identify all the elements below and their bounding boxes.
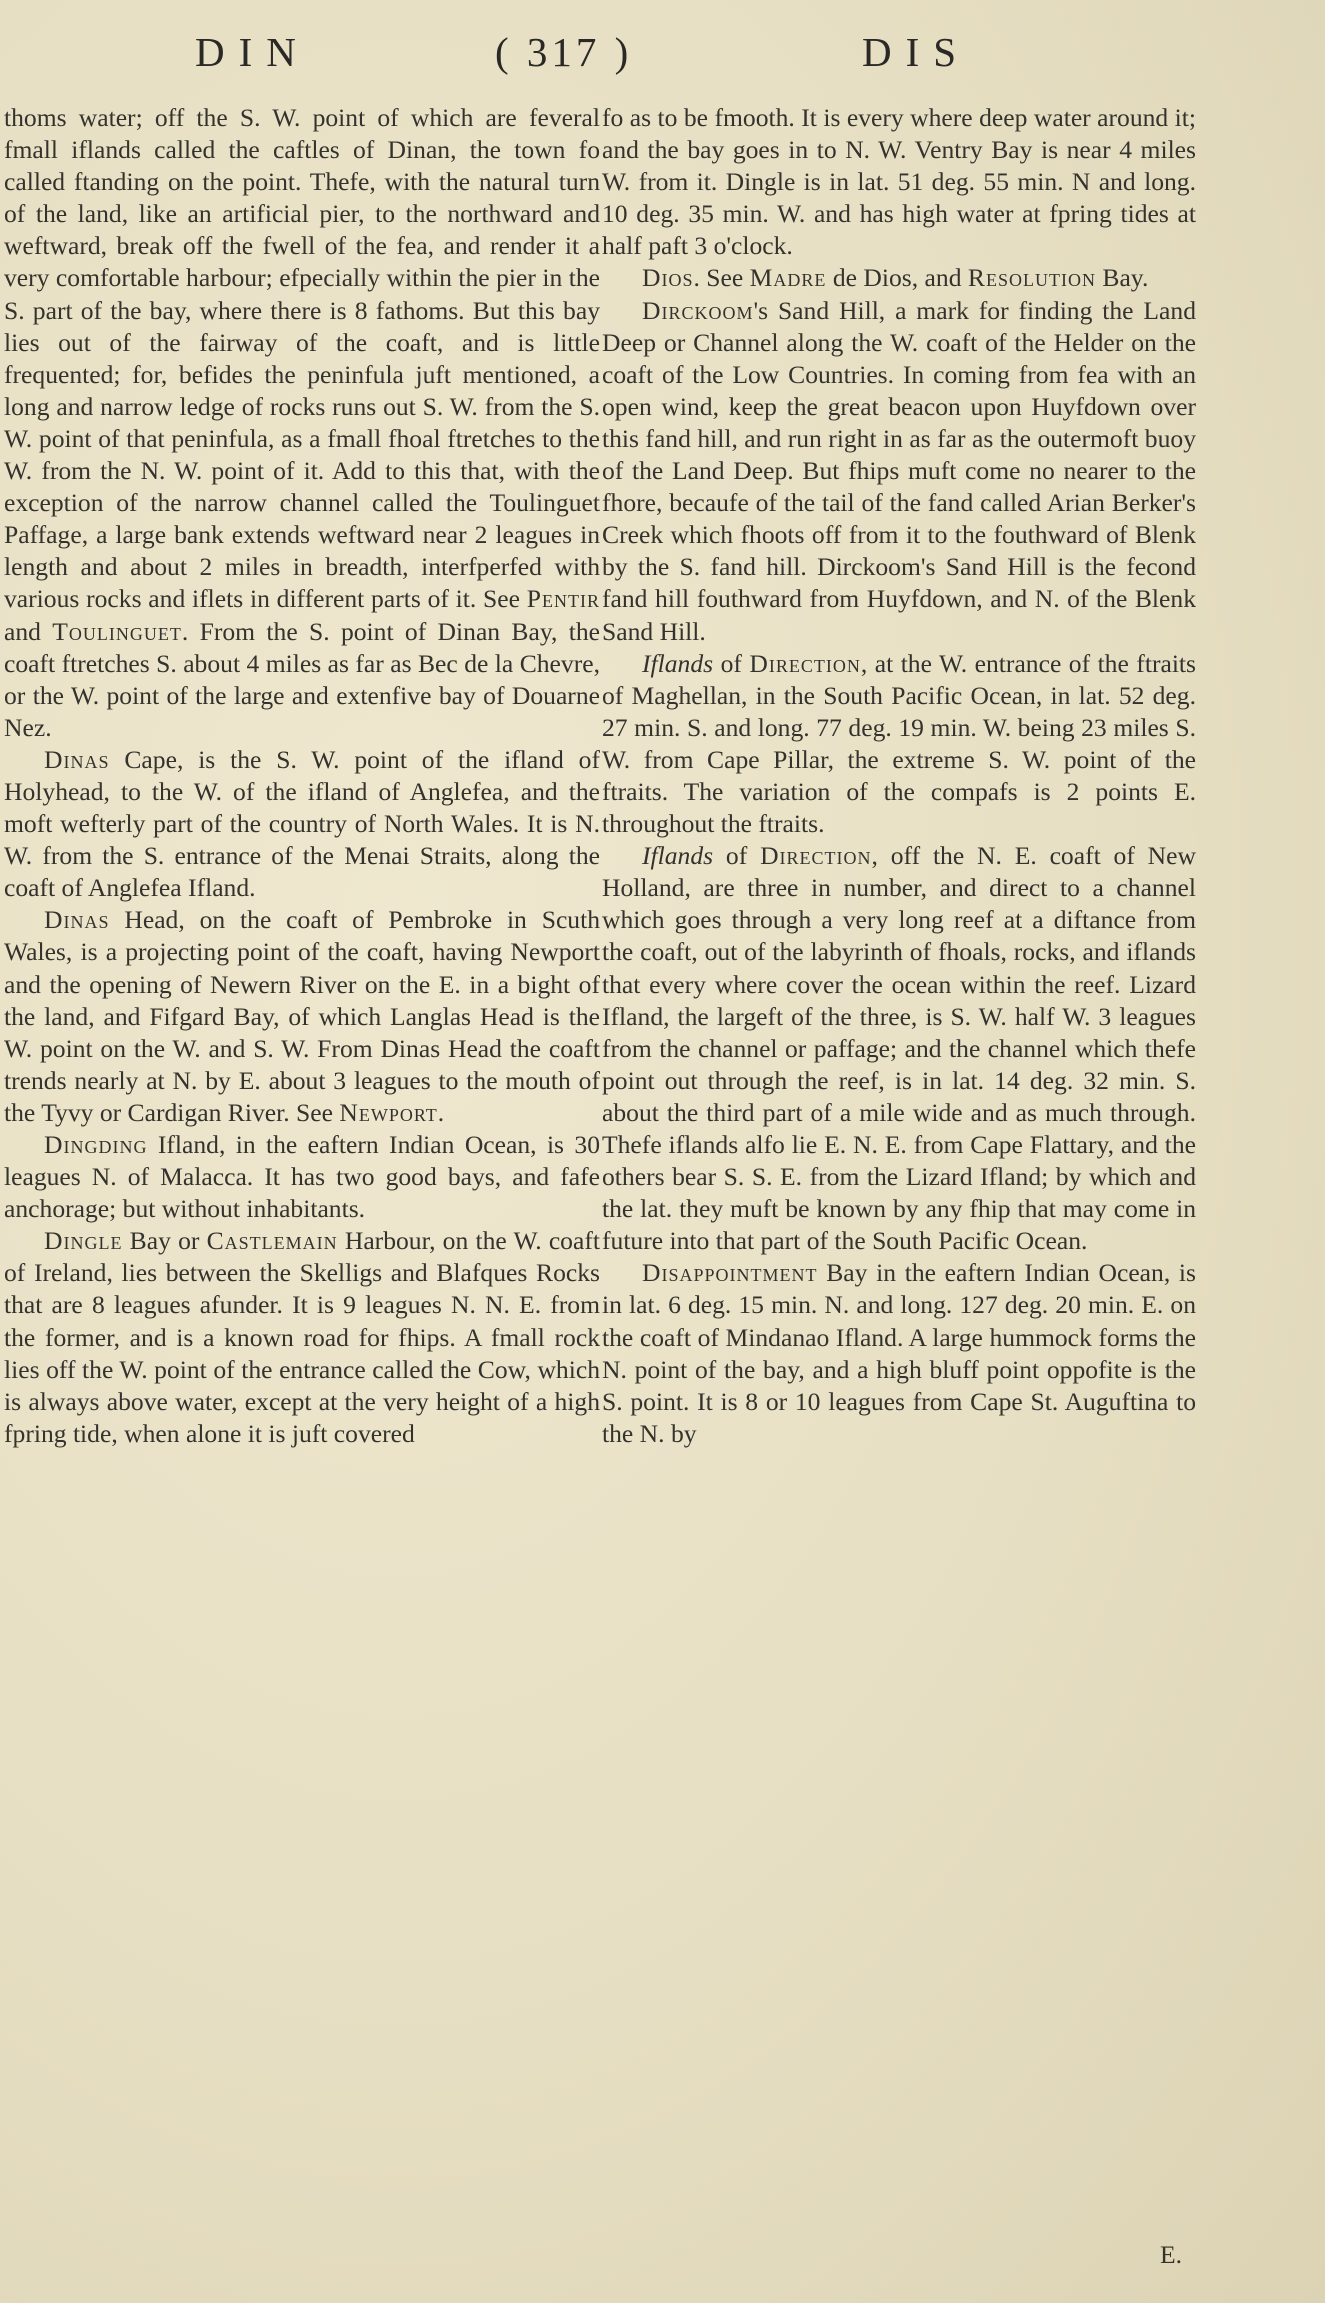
header-right-word: DIS — [862, 29, 971, 75]
entry-lead-word: Iflands — [642, 648, 714, 678]
entry-text: Ifland, in the eaftern Indian Ocean, is 30 leagues N. of Malacca. It has two good bays, and fafe anchorage; but without inhabitants. — [4, 1130, 600, 1224]
entry-dios — [602, 262, 1196, 294]
cross-reference: Madre — [749, 263, 827, 293]
entry-headword: Dios — [642, 263, 694, 293]
entry-text: Harbour, on the W. coaft of Ireland, lies between the Skelligs and Blafques Rocks that are 8 leagues afunder. It is 9 leagues N. N. E. from the former, and is a known road for fhips. A fmall rock lies off the W. point of the entrance called the Cow, which is always above water, except at the very height of a high fpring tide, when alone it is juft covered — [4, 1226, 600, 1448]
entry-headword: Dingle — [44, 1226, 123, 1256]
cross-reference: Newport — [339, 1097, 438, 1127]
entry-headword: Castlemain — [206, 1226, 338, 1256]
entry-dingding-island — [4, 1129, 600, 1225]
header-left-word: DIN — [195, 29, 310, 75]
entry-text: . From the S. point of Dinan Bay, the coaft ftretches S. about 4 miles as far as Bec de la Chevre, or the W. point of the large and extenfive bay of Douarne Nez. — [4, 616, 600, 742]
page-number: ( 317 ) — [495, 29, 633, 75]
entry-islands-of-direction-new-holland — [602, 840, 1196, 1257]
entry-text: , at the W. entrance of the ftraits of Maghellan, in the South Pacific Ocean, in lat. 52 deg. 27 min. S. and long. 77 deg. 19 min. W. being 23 miles S. W. from Cape Pillar, the extreme S. W. point of the ftraits. The variation of the compafs is 2 points E. throughout the ftraits. — [602, 648, 1196, 839]
entry-text: . — [437, 1097, 445, 1127]
entry-text: Bay in the eaftern Indian Ocean, is in lat. 6 deg. 15 min. N. and long. 127 deg. 20 min. E. on the coaft of Mindanao Ifland. A large hummock forms the N. point of the bay, and a high bluff point oppofite is the S. point. It is 8 or 10 leagues from Cape St. Auguftina to the N. by — [602, 1258, 1196, 1448]
left-column — [4, 102, 600, 2272]
entry-headword: Direction — [749, 648, 861, 678]
entry-islands-of-direction-magellan — [602, 648, 1196, 841]
entry-dirckoom-sand-hill — [602, 295, 1196, 648]
entry-text: of — [720, 648, 742, 678]
entry-dinas-head — [4, 904, 600, 1129]
entry-dinan-continued — [4, 102, 600, 744]
entry-dingle-bay — [4, 1225, 600, 1450]
cross-reference: Toulinguet — [52, 616, 182, 646]
catchword: E. — [1160, 2240, 1183, 2269]
entry-headword: Direction — [760, 841, 872, 871]
entry-headword: Disappointment — [642, 1258, 818, 1288]
entry-text: , off the N. E. coaft of New Holland, are three in number, and direct to a channel which goes through a very long reef at a diftance from the coaft, out of the labyrinth of fhoals, rocks, and iflands that every where cover the ocean within the reef. Lizard Ifland, the largeft of the three, is S. W. half W. 3 leagues from the channel or paffage; and the channel which thefe point out through the reef, is in lat. 14 deg. 32 min. S. about the third part of a mile wide and as much through. Thefe iflands alfo lie E. N. E. from Cape Flattary, and the others bear S. S. E. from the Lizard Ifland; by which and the lat. they muft be known by any fhip that may come in future into that part of the South Pacific Ocean. — [602, 841, 1196, 1256]
entry-text: of — [725, 841, 748, 871]
entry-dingle-continued — [602, 102, 1196, 262]
entry-dinas-cape — [4, 744, 600, 904]
entry-headword: Dinas — [44, 744, 110, 774]
entry-text: thoms water; off the S. W. point of which are feveral fmall iflands called the caftles of Dinan, the town fo called ftanding on the point. Thefe, with the natural turn of the land, like an artificial pier, to the northward and weftward, break off the fwell of the fea, and render it a very comfortable harbour; efpecially within the pier in the S. part of the bay, where there is 8 fathoms. But this bay lies out of the fairway of the coaft, and is little frequented; for, befides the peninfula juft mentioned, a long and narrow ledge of rocks runs out S. W. from the S. W. point of that peninfula, as a fmall fhoal ftretches to the W. from the N. W. point of it. Add to this that, with the exception of the narrow channel called the Toulinguet Paffage, a large bank extends weftward near 2 leagues in length and about 2 miles in breadth, interfperfed with various rocks and iflets in different parts of it. See — [4, 103, 600, 614]
entry-text: 's Sand Hill, a mark for finding the Land Deep or Channel along the W. coaft of the Helder on the coaft of the Low Countries. In coming from fea with an open wind, keep the great beacon upon Huyfdown over this fand hill, and run right in as far as the outermoft buoy of the Land Deep. But fhips muft come no nearer to the fhore, becaufe of the tail of the fand called Arian Berker's Creek which fhoots off from it to the fouthward of Blenk by the S. fand hill. Dirckoom's Sand Hill is the fecond fand hill fouthward from Huyfdown, and N. of the Blenk Sand Hill. — [602, 295, 1196, 646]
cross-reference: Pentir — [526, 584, 600, 614]
entry-text: Head, on the coaft of Pembroke in Scuth Wales, is a projecting point of the coaft, having Newport and the opening of Newern River on the E. in a bight of the land, and Fifgard Bay, of which Langlas Head is the W. point on the W. and S. W. From Dinas Head the coaft trends nearly at N. by E. about 3 leagues to the mouth of the Tyvy or Cardigan River. See — [4, 905, 600, 1127]
entry-disappointment-bay — [602, 1257, 1196, 1450]
cross-reference: Resolution — [967, 263, 1096, 293]
entry-lead-word: Iflands — [642, 841, 714, 871]
entry-text: fo as to be fmooth. It is every where deep water around it; and the bay goes in to N. W. Ventry Bay is near 4 miles W. from it. Dingle is in lat. 51 deg. 55 min. N and long. 10 deg. 35 min. W. and has high water at fpring tides at half paft 3 o'clock. — [602, 103, 1196, 261]
entry-text: de Dios, and — [832, 263, 962, 293]
entry-text: and — [4, 616, 41, 646]
entry-headword: Dinas — [44, 905, 110, 935]
entry-headword: Dingding — [44, 1130, 148, 1159]
entry-text: Bay or — [129, 1226, 200, 1256]
entry-text: Bay. — [1102, 263, 1149, 293]
entry-text: Cape, is the S. W. point of the ifland of Holyhead, to the W. of the ifland of Anglefea, and the moft wefterly part of the country of North Wales. It is N. W. from the S. entrance of the Menai Straits, along the coaft of Anglefea Ifland. — [4, 744, 600, 903]
entry-headword: Dirckoom — [642, 295, 754, 325]
running-header — [0, 28, 1325, 88]
entry-text: . See — [693, 263, 744, 293]
right-column — [602, 102, 1196, 2272]
